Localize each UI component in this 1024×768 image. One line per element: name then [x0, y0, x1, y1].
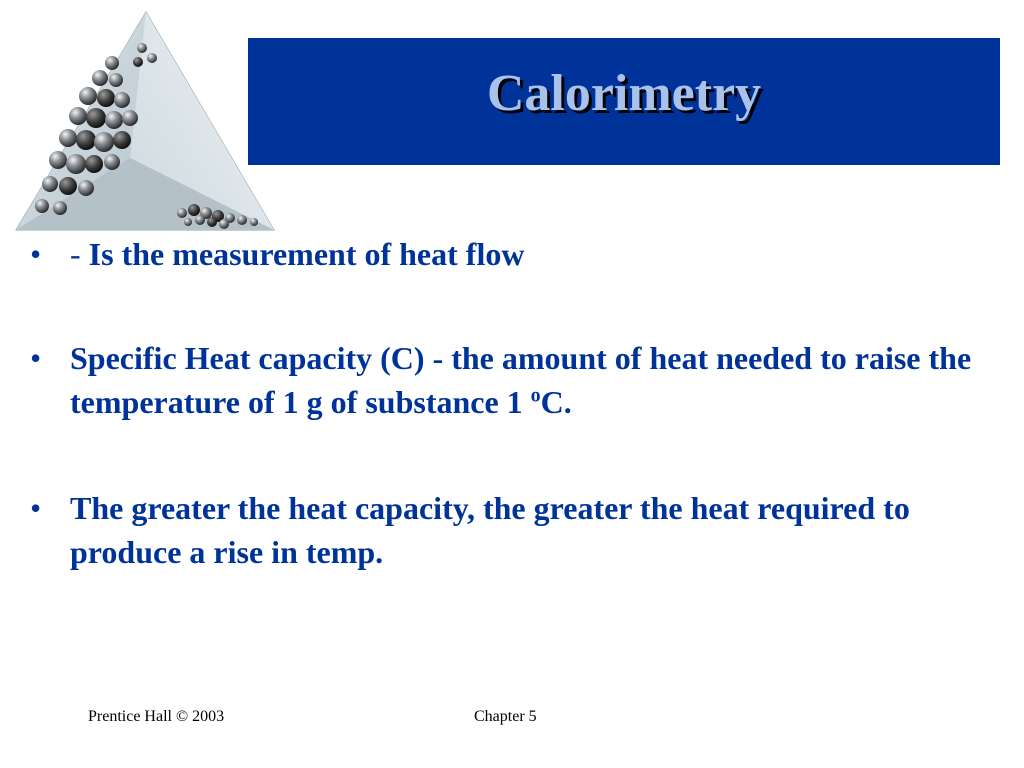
slide-title: Calorimetry: [486, 65, 762, 122]
bullet-dash: -: [70, 236, 89, 272]
bullet-text-end: C.: [540, 384, 572, 420]
footer-chapter: Chapter 5: [474, 708, 537, 725]
footer-copyright: Prentice Hall © 2003: [88, 708, 225, 725]
bullet-text: The greater the heat capacity, the greater the heat required to produce a rise in temp.: [70, 490, 910, 570]
degree-superscript: o: [530, 384, 541, 407]
bullet-item: [30, 232, 990, 276]
bullet-icon: •: [30, 490, 42, 526]
bullet-icon: •: [30, 236, 42, 272]
bullet-icon: •: [30, 340, 42, 376]
bullet-text: Specific Heat capacity (C) - the amount of heat needed to raise the temperature of 1 g of substance 1: [70, 340, 972, 420]
bullet-item: [30, 336, 990, 424]
bullet-text: Is the measurement of heat flow: [88, 236, 525, 272]
bullet-list: [30, 232, 990, 574]
molecule-pyramid-logo: [12, 8, 277, 238]
bullet-item: [30, 486, 990, 574]
